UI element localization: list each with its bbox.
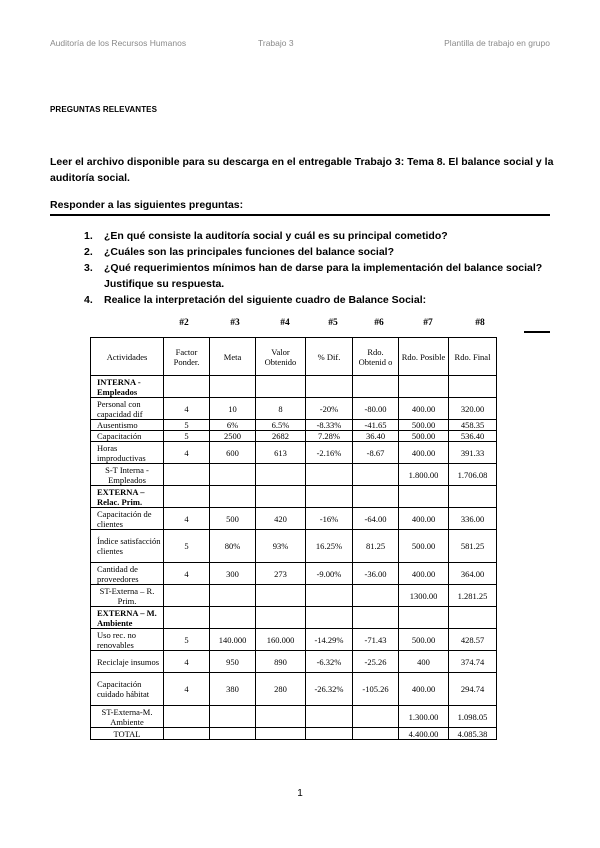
table-cell: -64.00 <box>353 508 399 530</box>
table-cell: 391.33 <box>449 442 497 464</box>
table-cell: 5 <box>164 629 210 651</box>
table-cell: 4 <box>164 442 210 464</box>
header-rdo-final: Rdo. Final <box>449 338 497 376</box>
table-cell <box>164 706 210 728</box>
header-factor: Factor Ponder. <box>164 338 210 376</box>
table-cell: -26.32% <box>306 673 353 706</box>
table-cell <box>399 486 449 508</box>
table-cell <box>353 728 399 740</box>
table-cell: 5 <box>164 420 210 431</box>
activity-cell: Uso rec. no renovables <box>91 629 164 651</box>
table-cell: 400.00 <box>399 673 449 706</box>
respond-heading: Responder a las siguientes preguntas: <box>50 199 244 211</box>
table-cell: -20% <box>306 398 353 420</box>
table-cell: 2500 <box>210 431 256 442</box>
table-cell <box>210 585 256 607</box>
column-codes <box>0 318 600 332</box>
activity-cell: Cantidad de proveedores <box>91 563 164 585</box>
table-cell: 400.00 <box>399 563 449 585</box>
table-cell: -71.43 <box>353 629 399 651</box>
table-cell <box>164 728 210 740</box>
header-rdo-posible: Rdo. Posible <box>399 338 449 376</box>
question-item: 4. Realice la interpretación del siguiente cuadro de Balance Social: <box>84 294 427 306</box>
table-cell <box>256 464 306 486</box>
table-cell: 500 <box>210 508 256 530</box>
table-cell: 950 <box>210 651 256 673</box>
table-cell <box>306 728 353 740</box>
column-code: #2 <box>179 318 189 328</box>
table-cell: 380 <box>210 673 256 706</box>
table-cell: 8 <box>256 398 306 420</box>
table-cell <box>256 486 306 508</box>
table-cell: 1.281.25 <box>449 585 497 607</box>
table-cell <box>306 706 353 728</box>
table-cell: 500.00 <box>399 530 449 563</box>
header-assignment: Trabajo 3 <box>258 38 294 48</box>
table-cell <box>256 706 306 728</box>
table-row <box>91 508 497 530</box>
column-code: #4 <box>280 318 290 328</box>
table-row <box>91 629 497 651</box>
table-cell: 80% <box>210 530 256 563</box>
table-cell <box>306 486 353 508</box>
table-cell <box>164 585 210 607</box>
balance-social-table <box>90 337 497 740</box>
subtotal-row <box>91 728 497 740</box>
table-cell: -8.67 <box>353 442 399 464</box>
table-cell: 81.25 <box>353 530 399 563</box>
activity-cell: Ausentismo <box>91 420 164 431</box>
question-item: 3. ¿Qué requerimientos mínimos han de darse para la implementación del balance social? Justifique su respuesta. <box>84 262 543 290</box>
table-cell: 2682 <box>256 431 306 442</box>
table-cell: -16% <box>306 508 353 530</box>
table-cell <box>353 607 399 629</box>
table-row <box>91 442 497 464</box>
table-cell: -41.65 <box>353 420 399 431</box>
table-cell: 320.00 <box>449 398 497 420</box>
table-row <box>91 673 497 706</box>
table-cell <box>399 607 449 629</box>
table-body <box>91 376 497 740</box>
table-cell: -2.16% <box>306 442 353 464</box>
table-cell: 4 <box>164 651 210 673</box>
table-cell: 280 <box>256 673 306 706</box>
table-cell: 294.74 <box>449 673 497 706</box>
table-cell: 536.40 <box>449 431 497 442</box>
table-cell: -9.00% <box>306 563 353 585</box>
table-cell: 4 <box>164 508 210 530</box>
question-item: 1. ¿En qué consiste la auditoría social y cuál es su principal cometido? <box>84 230 448 242</box>
table-row <box>91 398 497 420</box>
column-code: #5 <box>328 318 338 328</box>
dash-line <box>524 331 550 333</box>
table-cell: 1.300.00 <box>399 706 449 728</box>
table-cell: 400 <box>399 651 449 673</box>
table-cell <box>399 376 449 398</box>
section-title: PREGUNTAS RELEVANTES <box>50 105 158 114</box>
table-cell: 1.706.08 <box>449 464 497 486</box>
table-row <box>91 420 497 431</box>
table-cell <box>164 376 210 398</box>
table-cell: -14.29% <box>306 629 353 651</box>
table-cell <box>256 376 306 398</box>
table-cell <box>210 607 256 629</box>
activity-cell: ST-Externa – R. Prim. <box>91 585 164 607</box>
section-row <box>91 486 497 508</box>
intro-paragraph: Leer el archivo disponible para su descarga en el entregable Trabajo 3: Tema 8. El balance social y la auditoría social. <box>50 156 554 184</box>
activity-cell: Capacitación <box>91 431 164 442</box>
table-cell: 4.085.38 <box>449 728 497 740</box>
page-number: 1 <box>297 788 303 799</box>
table-cell: 4.400.00 <box>399 728 449 740</box>
table-cell <box>353 486 399 508</box>
table-cell <box>353 585 399 607</box>
column-code: #3 <box>230 318 240 328</box>
table-cell: 300 <box>210 563 256 585</box>
table-cell: 1.800.00 <box>399 464 449 486</box>
table-cell: 160.000 <box>256 629 306 651</box>
table-cell: 6.5% <box>256 420 306 431</box>
header-meta: Meta <box>210 338 256 376</box>
table-cell: 613 <box>256 442 306 464</box>
table-cell <box>210 706 256 728</box>
section-row <box>91 376 497 398</box>
subtotal-row <box>91 464 497 486</box>
header-course: Auditoría de los Recursos Humanos <box>50 38 187 48</box>
table-cell: 500.00 <box>399 420 449 431</box>
table-cell: 36.40 <box>353 431 399 442</box>
table-cell <box>210 464 256 486</box>
table-cell <box>449 607 497 629</box>
activity-cell: Reciclaje insumos <box>91 651 164 673</box>
table-cell <box>306 607 353 629</box>
table-cell: 10 <box>210 398 256 420</box>
table-cell: 5 <box>164 431 210 442</box>
table-cell <box>306 464 353 486</box>
table-cell: 400.00 <box>399 442 449 464</box>
table-cell: 4 <box>164 563 210 585</box>
column-code: #8 <box>475 318 485 328</box>
page-header <box>50 38 550 52</box>
subtotal-row <box>91 706 497 728</box>
table-cell: 336.00 <box>449 508 497 530</box>
table-cell: -6.32% <box>306 651 353 673</box>
table-cell <box>210 486 256 508</box>
header-dif: % Dif. <box>306 338 353 376</box>
subtotal-row <box>91 585 497 607</box>
section-row <box>91 607 497 629</box>
table-cell: 500.00 <box>399 431 449 442</box>
table-cell: 93% <box>256 530 306 563</box>
header-rdo-obtenido: Rdo. Obtenid o <box>353 338 399 376</box>
table-cell <box>306 376 353 398</box>
table-cell: 7.28% <box>306 431 353 442</box>
table-cell <box>164 486 210 508</box>
table-cell: 458.35 <box>449 420 497 431</box>
activity-cell: Capacitación cuidado hábitat <box>91 673 164 706</box>
table-cell: -36.00 <box>353 563 399 585</box>
table-cell <box>256 728 306 740</box>
activity-cell: Personal con capacidad dif <box>91 398 164 420</box>
table-cell: 16.25% <box>306 530 353 563</box>
table-cell: 4 <box>164 673 210 706</box>
table-cell: 400.00 <box>399 398 449 420</box>
header-actividades: Actividades <box>91 338 164 376</box>
heading-rule <box>50 214 550 216</box>
table-cell <box>256 607 306 629</box>
header-valor: Valor Obtenido <box>256 338 306 376</box>
table-cell: 420 <box>256 508 306 530</box>
table-cell: -105.26 <box>353 673 399 706</box>
table-cell <box>164 464 210 486</box>
activity-cell: Índice satisfacción clientes <box>91 530 164 563</box>
activity-cell: S-T Interna - Empleados <box>91 464 164 486</box>
table-cell <box>164 607 210 629</box>
table-cell <box>449 486 497 508</box>
activity-cell: Capacitación de clientes <box>91 508 164 530</box>
table-cell: 6% <box>210 420 256 431</box>
table-cell: 374.74 <box>449 651 497 673</box>
table-cell: 364.00 <box>449 563 497 585</box>
table-cell <box>256 585 306 607</box>
activity-cell: INTERNA - Empleados <box>91 376 164 398</box>
table-row <box>91 651 497 673</box>
table-row <box>91 563 497 585</box>
column-code: #6 <box>374 318 384 328</box>
table-cell: 5 <box>164 530 210 563</box>
table-cell: -80.00 <box>353 398 399 420</box>
table-cell: 600 <box>210 442 256 464</box>
activity-cell: EXTERNA – Relac. Prim. <box>91 486 164 508</box>
table-cell: 428.57 <box>449 629 497 651</box>
table-row <box>91 431 497 442</box>
column-code: #7 <box>423 318 433 328</box>
activity-cell: Horas improductivas <box>91 442 164 464</box>
table-cell: 400.00 <box>399 508 449 530</box>
table-cell: -8.33% <box>306 420 353 431</box>
table-cell <box>353 706 399 728</box>
activity-cell: TOTAL <box>91 728 164 740</box>
table-cell: 500.00 <box>399 629 449 651</box>
questions-list <box>84 228 554 308</box>
table-cell: 4 <box>164 398 210 420</box>
question-item: 2. ¿Cuáles son las principales funciones del balance social? <box>84 246 395 258</box>
table-row <box>91 530 497 563</box>
table-cell <box>353 376 399 398</box>
table-cell: 140.000 <box>210 629 256 651</box>
table-cell <box>353 464 399 486</box>
table-cell: 1.098.05 <box>449 706 497 728</box>
header-template: Plantilla de trabajo en grupo <box>444 38 550 48</box>
table-cell: 890 <box>256 651 306 673</box>
table-cell <box>449 376 497 398</box>
activity-cell: ST-Externa-M. Ambiente <box>91 706 164 728</box>
table-cell: 581.25 <box>449 530 497 563</box>
table-cell: 1300.00 <box>399 585 449 607</box>
table-cell <box>306 585 353 607</box>
table-cell <box>210 728 256 740</box>
table-cell: 273 <box>256 563 306 585</box>
table-header-row <box>91 338 497 376</box>
table-cell <box>210 376 256 398</box>
table-cell: -25.26 <box>353 651 399 673</box>
activity-cell: EXTERNA – M. Ambiente <box>91 607 164 629</box>
